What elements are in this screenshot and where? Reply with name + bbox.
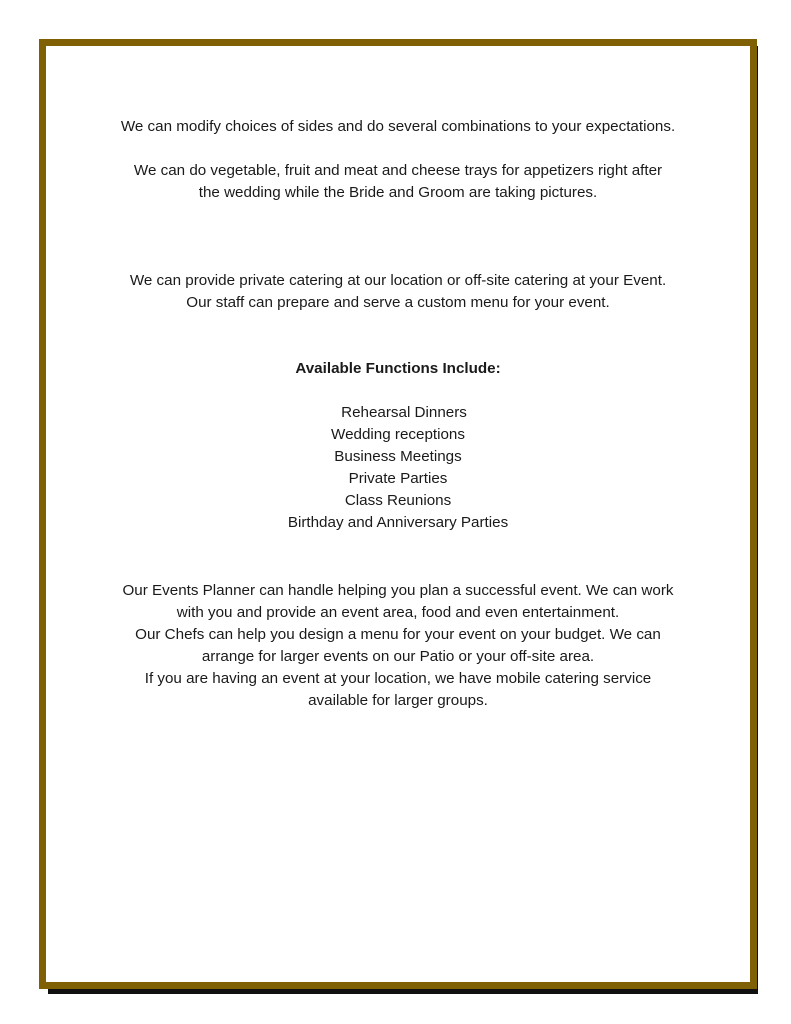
function-item: Business Meetings bbox=[334, 448, 462, 465]
events-planner-line: Our Chefs can help you design a menu for your event on your budget. We can bbox=[135, 626, 661, 643]
trays-line: the wedding while the Bride and Groom are taking pictures. bbox=[198, 184, 598, 201]
catering-paragraph bbox=[46, 270, 750, 314]
events-planner-line: available for larger groups. bbox=[308, 692, 488, 709]
catering-line: We can provide private catering at our location or off-site catering at your Event. bbox=[129, 272, 667, 289]
trays-line: We can do vegetable, fruit and meat and cheese trays for appetizers right after bbox=[133, 162, 663, 179]
events-planner-line: with you and provide an event area, food and even entertainment. bbox=[176, 604, 620, 621]
events-planner-paragraph bbox=[46, 580, 750, 712]
functions-heading: Available Functions Include: bbox=[295, 360, 501, 377]
events-planner-line: arrange for larger events on our Patio or your off-site area. bbox=[201, 648, 595, 665]
functions-list bbox=[46, 402, 750, 534]
sides-paragraph: We can modify choices of sides and do several combinations to your expectations. bbox=[120, 118, 676, 135]
events-planner-line: If you are having an event at your location, we have mobile catering service bbox=[144, 670, 652, 687]
function-item: Rehearsal Dinners bbox=[341, 404, 467, 421]
events-planner-line: Our Events Planner can handle helping you plan a successful event. We can work bbox=[122, 582, 674, 599]
function-item: Private Parties bbox=[348, 470, 448, 487]
function-item: Birthday and Anniversary Parties bbox=[287, 514, 509, 531]
trays-paragraph bbox=[46, 160, 750, 204]
catering-line: Our staff can prepare and serve a custom menu for your event. bbox=[186, 294, 610, 311]
function-item: Class Reunions bbox=[344, 492, 452, 509]
function-item: Wedding receptions bbox=[331, 426, 465, 443]
